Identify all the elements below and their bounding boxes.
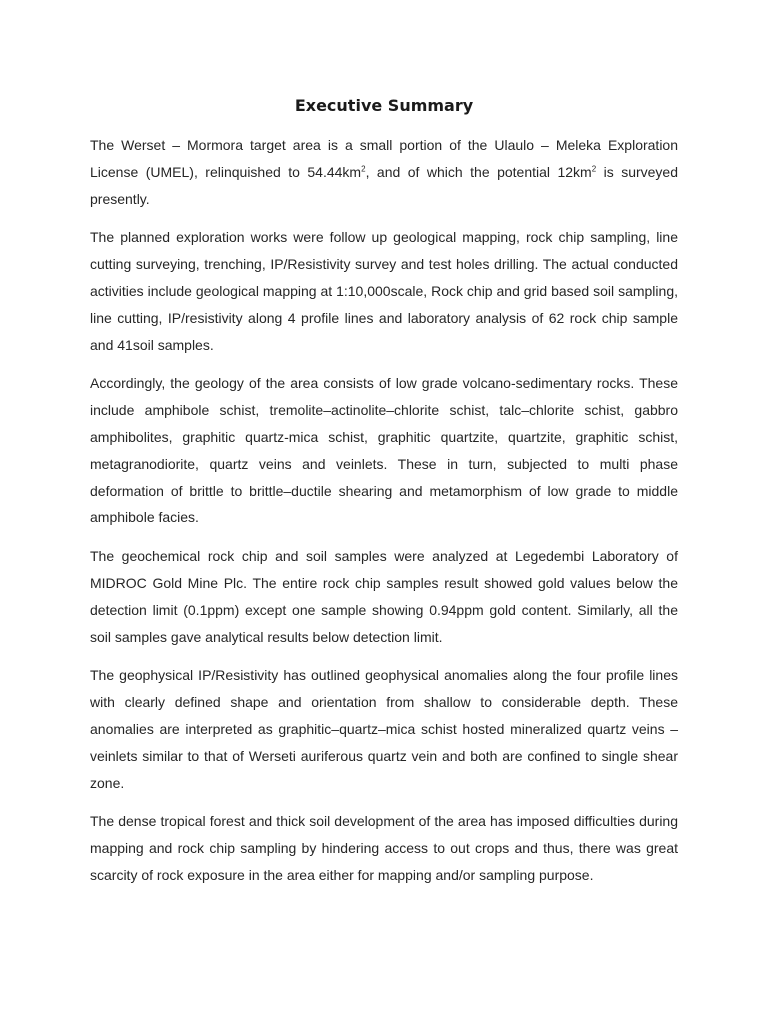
paragraph-1-text-b: , and of which the potential 12km [365, 163, 592, 180]
paragraph-6: The dense tropical forest and thick soil development of the area has imposed difficulties during mapping and rock chip sampling by hindering access to out crops and thus, there was great scarcity of rock exposure in the area either for mapping and/or sampling purpose. [90, 813, 678, 883]
superscript-squared-a: 2 [361, 164, 366, 174]
paragraph-5: The geophysical IP/Resistivity has outlined geophysical anomalies along the four profile lines with clearly defined shape and orientation from shallow to considerable depth. These anomalies are interpreted as graphitic–quartz–mica schist hosted mineralized quartz veins –veinlets similar to that of Werseti auriferous quartz vein and both are confined to single shear zone. [90, 667, 678, 791]
paragraph-4: The geochemical rock chip and soil samples were analyzed at Legedembi Laboratory of MIDROC Gold Mine Plc. The entire rock chip samples result showed gold values below the detection limit (0.1ppm) except one sample showing 0.94ppm gold content. Similarly, all the soil samples gave analytical results below detection limit. [90, 548, 678, 645]
page-title: Executive Summary [294, 96, 474, 115]
paragraph-1-text-a: The Werset – Mormora target area is a small portion of the Ulaulo – Meleka Exploration License (UMEL), relinquished to 54.44km [90, 137, 678, 180]
document-body [90, 132, 678, 901]
paragraph-1 [90, 132, 678, 212]
paragraph-2: The planned exploration works were follow up geological mapping, rock chip sampling, line cutting surveying, trenching, IP/Resistivity survey and test holes drilling. The actual conducted activities include geological mapping at 1:10,000scale, Rock chip and grid based soil sampling, line cutting, IP/resistivity along 4 profile lines and laboratory analysis of 62 rock chip sample and 41soil samples. [90, 229, 678, 353]
paragraph-3: Accordingly, the geology of the area consists of low grade volcano-sedimentary rocks. These include amphibole schist, tremolite–actinolite–chlorite schist, talc–chlorite schist, gabbro amphibolites, graphitic quartz-mica schist, graphitic quartzite, quartzite, graphitic schist, metagranodiorite, quartz veins and veinlets. These in turn, subjected to multi phase deformation of brittle to brittle–ductile shearing and metamorphism of low grade to middle amphibole facies. [90, 375, 678, 526]
paragraph-1-text-c: is surveyed presently. [90, 163, 679, 207]
superscript-squared-b: 2 [591, 164, 597, 174]
